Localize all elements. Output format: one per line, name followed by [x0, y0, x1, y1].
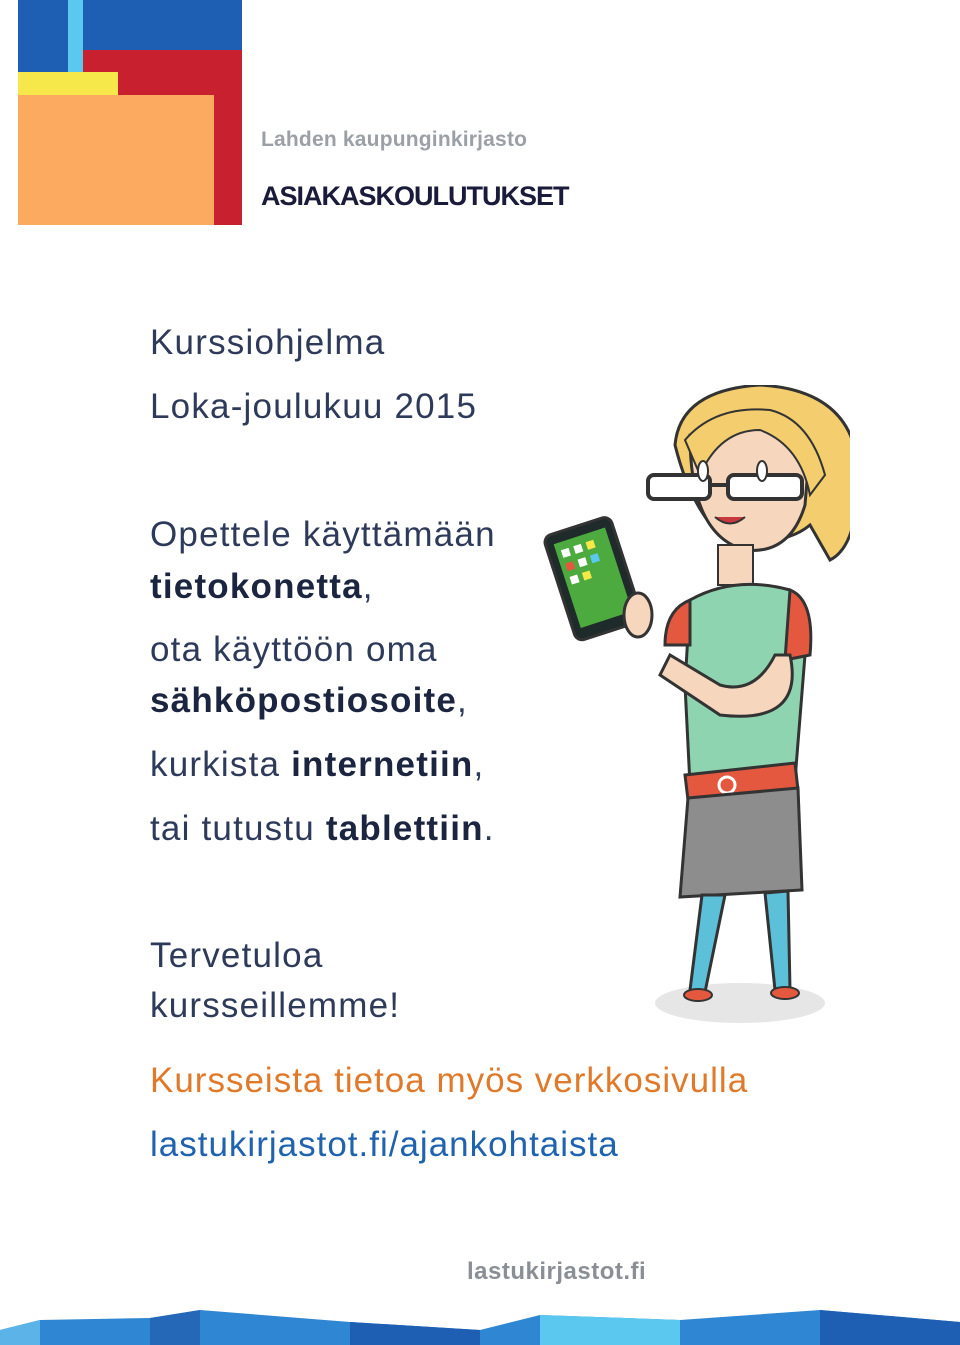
program-title: Kurssiohjelma [150, 323, 386, 362]
text-line-3: ota käyttöön oma [150, 630, 438, 669]
text-line-6: tai tutustu tablettiin. [150, 809, 495, 848]
woman-with-tablet-illustration [540, 385, 850, 1030]
bottom-wave-decoration [0, 1300, 960, 1345]
department-title: ASIAKASKOULUTUKSET [261, 181, 569, 211]
program-period: Loka-joulukuu 2015 [150, 387, 478, 426]
website-link[interactable]: lastukirjastot.fi/ajankohtaista [150, 1125, 619, 1164]
text-line-1: Opettele käyttämään [150, 515, 496, 554]
library-logo [18, 0, 242, 225]
text-line-2: tietokonetta, [150, 567, 374, 606]
welcome-line-1: Tervetuloa [150, 936, 324, 975]
organization-name: Lahden kaupunginkirjasto [261, 128, 528, 151]
text-line-5: kurkista internetiin, [150, 745, 485, 784]
text-line-4: sähköpostiosoite, [150, 681, 468, 720]
footer-site[interactable]: lastukirjastot.fi [467, 1258, 647, 1285]
info-text: Kursseista tietoa myös verkkosivulla [150, 1061, 749, 1100]
welcome-line-2: kursseillemme! [150, 986, 401, 1025]
